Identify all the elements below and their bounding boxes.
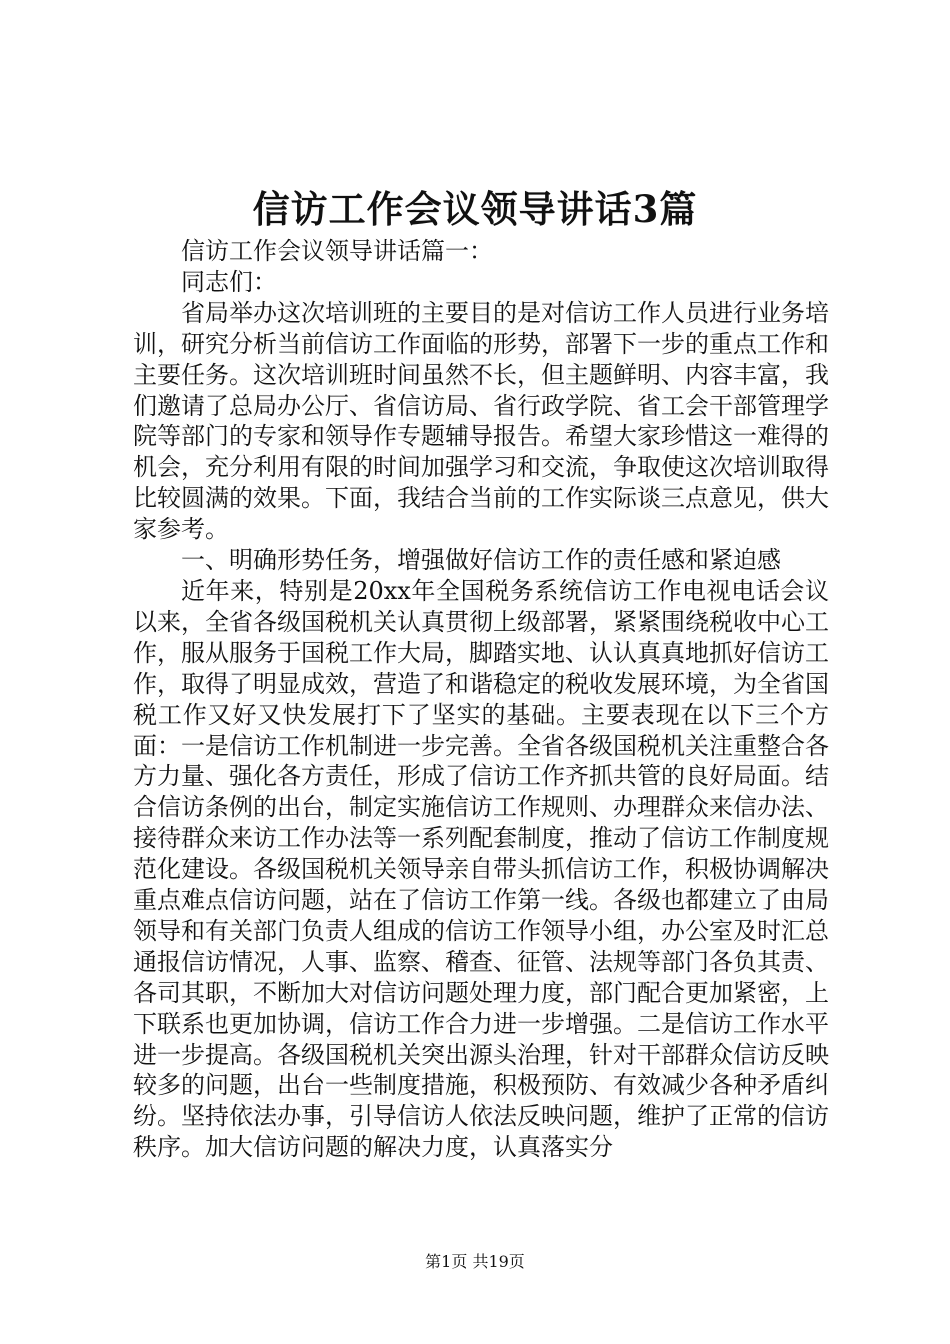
document-body	[133, 236, 829, 1163]
paragraph: 省局举办这次培训班的主要目的是对信访工作人员进行业务培训，研究分析当前信访工作面临的形势，部署下一步的重点工作和主要任务。这次培训班时间虽然不长，但主题鲜明、内容丰富，我们邀请了总局办公厅、省信访局、省行政学院、省工会干部管理学院等部门的专家和领导作专题辅导报告。希望大家珍惜这一难得的机会，充分利用有限的时间加强学习和交流，争取使这次培训取得比较圆满的效果。下面，我结合当前的工作实际谈三点意见，供大家参考。	[133, 298, 829, 544]
document-title: 信访工作会议领导讲话3篇	[252, 187, 698, 231]
page-footer: 第1页 共19页	[425, 1252, 525, 1271]
salutation: 同志们：	[181, 267, 277, 296]
paragraph: 近年来，特别是20xx年全国税务系统信访工作电视电话会议以来，全省各级国税机关认真贯彻上级部署，紧紧围绕税收中心工作，服从服务于国税工作大局，脚踏实地、认认真真地抓好信访工作，取得了明显成效，营造了和谐稳定的税收发展环境，为全省国税工作又好又快发展打下了坚实的基础。主要表现在以下三个方面：一是信访工作机制进一步完善。全省各级国税机关注重整合各方力量、强化各方责任，形成了信访工作齐抓共管的良好局面。结合信访条例的出台，制定实施信访工作规则、办理群众来信办法、接待群众来访工作办法等一系列配套制度，推动了信访工作制度规范化建设。各级国税机关领导亲自带头抓信访工作，积极协调解决重点难点信访问题，站在了信访工作第一线。各级也都建立了由局领导和有关部门负责人组成的信访工作领导小组，办公室及时汇总通报信访情况，人事、监察、稽查、征管、法规等部门各负其责、各司其职，不断加大对信访问题处理力度，部门配合更加紧密，上下联系也更加协调，信访工作合力进一步增强。二是信访工作水平进一步提高。各级国税机关突出源头治理，针对干部群众信访反映较多的问题，出台一些制度措施，积极预防、有效减少各种矛盾纠纷。坚持依法办事，引导信访人依法反映问题，维护了正常的信访秩序。加大信访问题的解决力度，认真落实分	[133, 576, 829, 1162]
section-heading: 信访工作会议领导讲话篇一：	[181, 237, 493, 265]
subsection-heading: 一、明确形势任务，增强做好信访工作的责任感和紧迫感	[181, 546, 781, 575]
